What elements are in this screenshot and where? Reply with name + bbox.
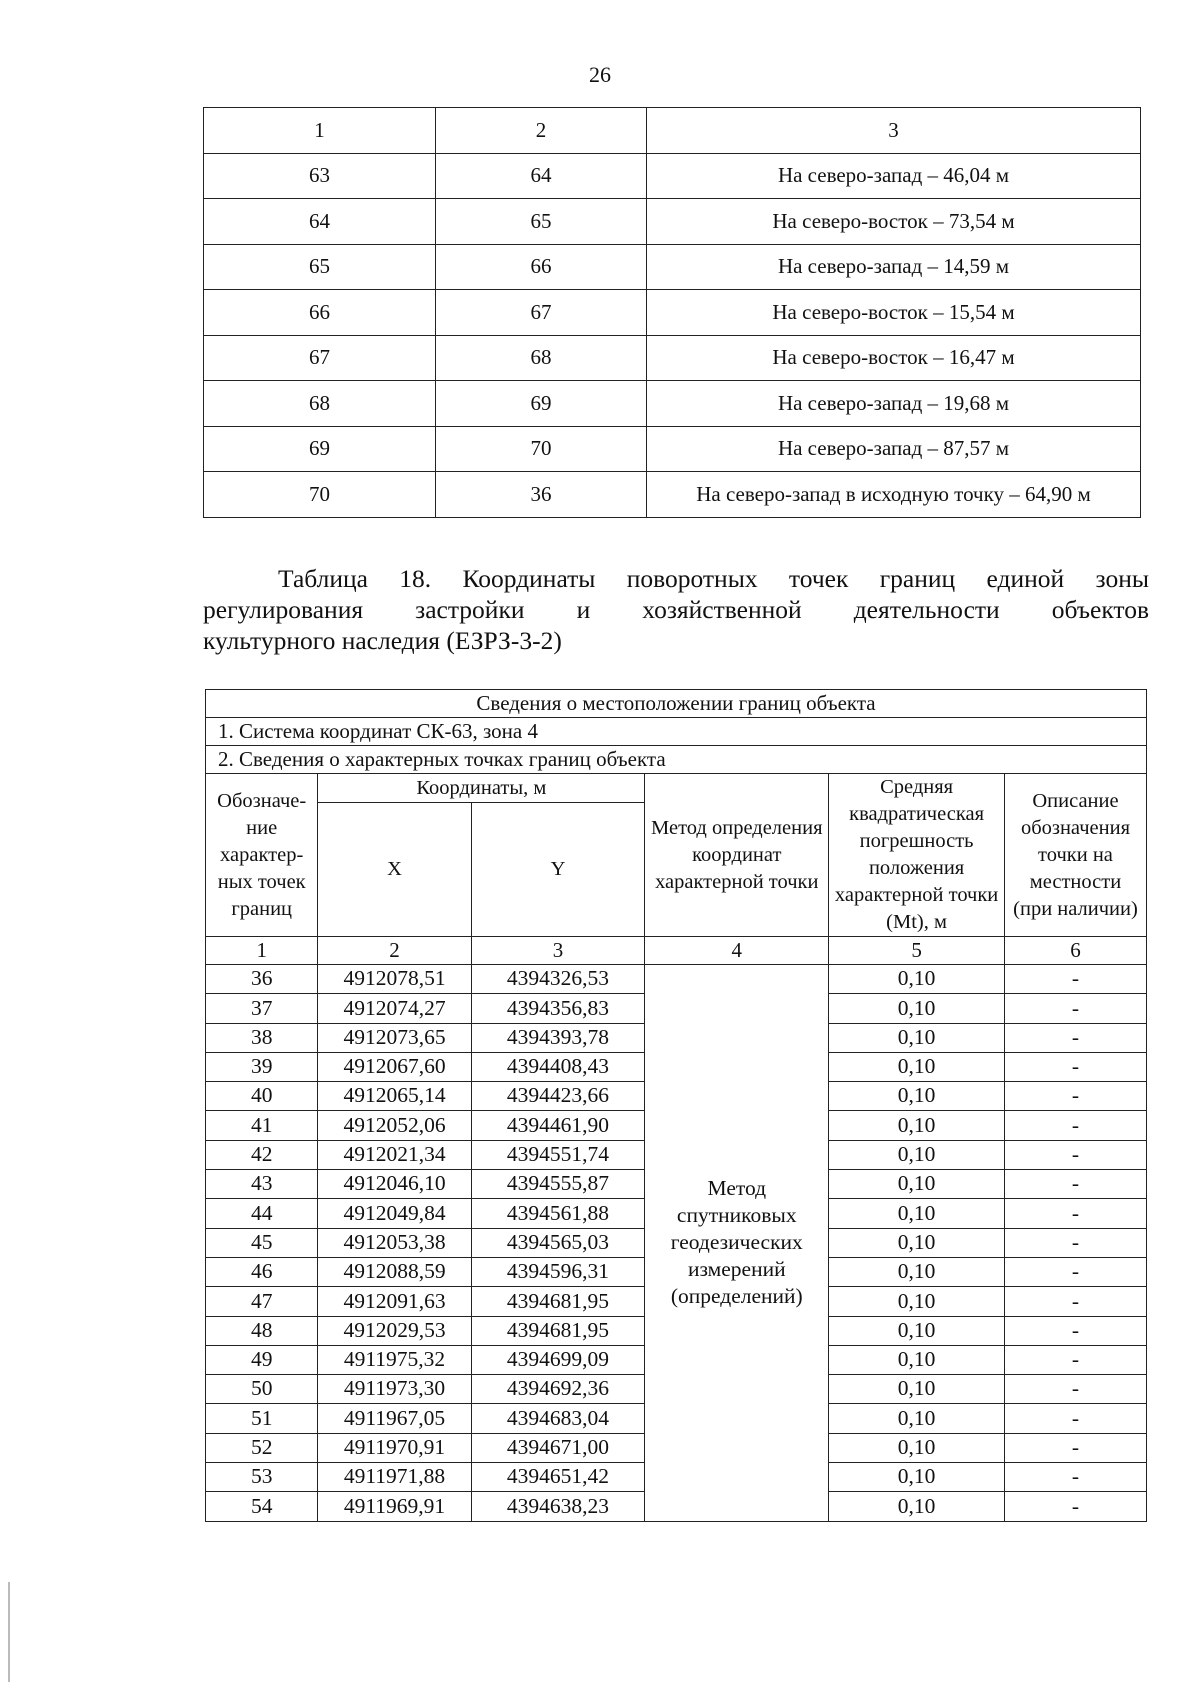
- column-number: 4: [645, 937, 829, 965]
- table-cell: 42: [206, 1140, 318, 1169]
- table-row: [204, 381, 1141, 427]
- table-row: [204, 199, 1141, 245]
- table-cell: 0,10: [829, 1492, 1005, 1521]
- table-cell: 4394393,78: [471, 1023, 645, 1052]
- table-cell: 4394326,53: [471, 965, 645, 994]
- table-cell: 0,10: [829, 1345, 1005, 1374]
- col-x-header: X: [318, 803, 471, 937]
- column-number: 3: [471, 937, 645, 965]
- table-cell: 4394461,90: [471, 1111, 645, 1140]
- table-row: [206, 965, 1147, 994]
- table-cell: 45: [206, 1228, 318, 1257]
- table-cell: 4912088,59: [318, 1257, 471, 1286]
- table-cell: -: [1004, 1463, 1146, 1492]
- table-cell: -: [1004, 1199, 1146, 1228]
- table-cell: 4912052,06: [318, 1111, 471, 1140]
- table-caption: [203, 563, 1149, 656]
- table-cell: На северо-запад – 46,04 м: [647, 153, 1141, 199]
- table-cell: -: [1004, 994, 1146, 1023]
- table-row: [204, 290, 1141, 336]
- table-cell: -: [1004, 1170, 1146, 1199]
- table-cell: -: [1004, 1052, 1146, 1081]
- table-cell: -: [1004, 1228, 1146, 1257]
- table-cell: 0,10: [829, 1316, 1005, 1345]
- table-cell: -: [1004, 1345, 1146, 1374]
- table-cell: 4911970,91: [318, 1433, 471, 1462]
- table-cell: 37: [206, 994, 318, 1023]
- table-cell: 0,10: [829, 1463, 1005, 1492]
- table-cell: 4912029,53: [318, 1316, 471, 1345]
- table-cell: 4394356,83: [471, 994, 645, 1023]
- table-cell: 51: [206, 1404, 318, 1433]
- table-cell: 4394561,88: [471, 1199, 645, 1228]
- table-cell: На северо-запад в исходную точку – 64,90 м: [647, 472, 1141, 518]
- table-cell: 4912021,34: [318, 1140, 471, 1169]
- table-cell: 0,10: [829, 1052, 1005, 1081]
- table-cell: 0,10: [829, 1111, 1005, 1140]
- column-number: 6: [1004, 937, 1146, 965]
- table-row: [204, 426, 1141, 472]
- table-cell: -: [1004, 1257, 1146, 1286]
- table-cell: 4912067,60: [318, 1052, 471, 1081]
- table-cell: 0,10: [829, 1404, 1005, 1433]
- table-cell: 4394408,43: [471, 1052, 645, 1081]
- table-cell: 0,10: [829, 1170, 1005, 1199]
- col-desc-header: Описание обозначения точки на местности (при наличии): [1004, 774, 1146, 937]
- table-cell: 46: [206, 1257, 318, 1286]
- table-cell: -: [1004, 1111, 1146, 1140]
- table-cell: 68: [204, 381, 436, 427]
- table-cell: 4912073,65: [318, 1023, 471, 1052]
- col-point-header: Обозначе-ние характер-ных точек границ: [206, 774, 318, 937]
- table-cell: 4911973,30: [318, 1375, 471, 1404]
- table-cell: 0,10: [829, 1257, 1005, 1286]
- table-cell: -: [1004, 1140, 1146, 1169]
- table-cell: 4911967,05: [318, 1404, 471, 1433]
- table-cell: 4394692,36: [471, 1375, 645, 1404]
- table-cell: -: [1004, 1375, 1146, 1404]
- column-number: 1: [206, 937, 318, 965]
- table-cell: 50: [206, 1375, 318, 1404]
- table-cell: 43: [206, 1170, 318, 1199]
- col-coords-header: Координаты, м: [318, 774, 645, 803]
- column-number: 2: [318, 937, 471, 965]
- table-cell: 64: [435, 153, 646, 199]
- col-error-header: Средняя квадратическая погрешность положения характерной точки (Mt), м: [829, 774, 1005, 937]
- table-cell: 4394699,09: [471, 1345, 645, 1374]
- table-cell: 63: [204, 153, 436, 199]
- table-cell: 36: [206, 965, 318, 994]
- table-row: [204, 244, 1141, 290]
- table-cell: 0,10: [829, 994, 1005, 1023]
- column-number-row: [206, 937, 1147, 965]
- table-cell: 36: [435, 472, 646, 518]
- table-cell: 4912053,38: [318, 1228, 471, 1257]
- table-cell: -: [1004, 1287, 1146, 1316]
- table-cell: 4912046,10: [318, 1170, 471, 1199]
- table-cell: 4912074,27: [318, 994, 471, 1023]
- table-cell: На северо-запад – 87,57 м: [647, 426, 1141, 472]
- table-cell: 65: [435, 199, 646, 245]
- table-cell: 0,10: [829, 965, 1005, 994]
- table-cell: 67: [435, 290, 646, 336]
- table-cell: 66: [204, 290, 436, 336]
- col-method-header: Метод определения координат характерной точки: [645, 774, 829, 937]
- table-cell: 4912065,14: [318, 1082, 471, 1111]
- table-cell: 0,10: [829, 1287, 1005, 1316]
- table-cell: 69: [204, 426, 436, 472]
- table-cell: 0,10: [829, 1228, 1005, 1257]
- table-cell: 4394565,03: [471, 1228, 645, 1257]
- table-cell: 4911969,91: [318, 1492, 471, 1521]
- margin-mark: [8, 1582, 10, 1682]
- table-cell: 47: [206, 1287, 318, 1316]
- table-cell: На северо-запад – 14,59 м: [647, 244, 1141, 290]
- table-cell: 0,10: [829, 1082, 1005, 1111]
- table-title: Сведения о местоположении границ объекта: [206, 690, 1147, 718]
- table-cell: 0,10: [829, 1140, 1005, 1169]
- table-cell: 4394681,95: [471, 1316, 645, 1345]
- table-cell: 65: [204, 244, 436, 290]
- table-cell: -: [1004, 1404, 1146, 1433]
- header-cell: 3: [647, 108, 1141, 154]
- coordinates-table: [205, 689, 1147, 1522]
- table-cell: 4394683,04: [471, 1404, 645, 1433]
- table-row: [204, 153, 1141, 199]
- table-cell: 0,10: [829, 1023, 1005, 1052]
- table-cell: 0,10: [829, 1375, 1005, 1404]
- method-cell: Метод спутниковых геодезических измерений (определений): [645, 965, 829, 1522]
- table-cell: 4911971,88: [318, 1463, 471, 1492]
- table-cell: 4394651,42: [471, 1463, 645, 1492]
- table-cell: 4394681,95: [471, 1287, 645, 1316]
- coordinate-system: 1. Система координат СК-63, зона 4: [206, 718, 1147, 746]
- table-cell: -: [1004, 965, 1146, 994]
- table-cell: -: [1004, 1082, 1146, 1111]
- table-cell: 48: [206, 1316, 318, 1345]
- section-title: 2. Сведения о характерных точках границ объекта: [206, 746, 1147, 774]
- table-cell: 49: [206, 1345, 318, 1374]
- table-cell: 4394596,31: [471, 1257, 645, 1286]
- table-cell: 53: [206, 1463, 318, 1492]
- table-row: [204, 335, 1141, 381]
- table-cell: 41: [206, 1111, 318, 1140]
- table-cell: 4394555,87: [471, 1170, 645, 1199]
- table-cell: -: [1004, 1433, 1146, 1462]
- table-cell: -: [1004, 1316, 1146, 1345]
- table-cell: На северо-восток – 16,47 м: [647, 335, 1141, 381]
- table-cell: 52: [206, 1433, 318, 1462]
- table-cell: 4912091,63: [318, 1287, 471, 1316]
- table-cell: 0,10: [829, 1199, 1005, 1228]
- caption-line: культурного наследия (ЕЗРЗ-3-2): [203, 626, 562, 655]
- caption-line: регулирования застройки и хозяйственной деятельности объектов: [203, 595, 1149, 624]
- table-cell: На северо-запад – 19,68 м: [647, 381, 1141, 427]
- table-cell: На северо-восток – 15,54 м: [647, 290, 1141, 336]
- table-cell: 68: [435, 335, 646, 381]
- header-cell: 1: [204, 108, 436, 154]
- page-number: 26: [589, 62, 611, 87]
- table-cell: 0,10: [829, 1433, 1005, 1462]
- table-cell: 4394423,66: [471, 1082, 645, 1111]
- col-y-header: Y: [471, 803, 645, 937]
- table-cell: 54: [206, 1492, 318, 1521]
- table-cell: 38: [206, 1023, 318, 1052]
- table-row: [204, 472, 1141, 518]
- header-cell: 2: [435, 108, 646, 154]
- table-cell: -: [1004, 1023, 1146, 1052]
- table-cell: 4394638,23: [471, 1492, 645, 1521]
- table-cell: 4912049,84: [318, 1199, 471, 1228]
- table-cell: 69: [435, 381, 646, 427]
- table-cell: 4912078,51: [318, 965, 471, 994]
- table-cell: На северо-восток – 73,54 м: [647, 199, 1141, 245]
- table-cell: 40: [206, 1082, 318, 1111]
- column-number: 5: [829, 937, 1005, 965]
- table-cell: 64: [204, 199, 436, 245]
- table-cell: 39: [206, 1052, 318, 1081]
- table-cell: -: [1004, 1492, 1146, 1521]
- table-cell: 70: [204, 472, 436, 518]
- table-cell: 44: [206, 1199, 318, 1228]
- table-cell: 66: [435, 244, 646, 290]
- table-cell: 4911975,32: [318, 1345, 471, 1374]
- table-cell: 4394551,74: [471, 1140, 645, 1169]
- table-cell: 70: [435, 426, 646, 472]
- direction-table: [203, 107, 1141, 518]
- table-cell: 67: [204, 335, 436, 381]
- caption-line: Таблица 18. Координаты поворотных точек границ единой зоны: [278, 564, 1149, 593]
- table-header-row: [204, 108, 1141, 154]
- table-cell: 4394671,00: [471, 1433, 645, 1462]
